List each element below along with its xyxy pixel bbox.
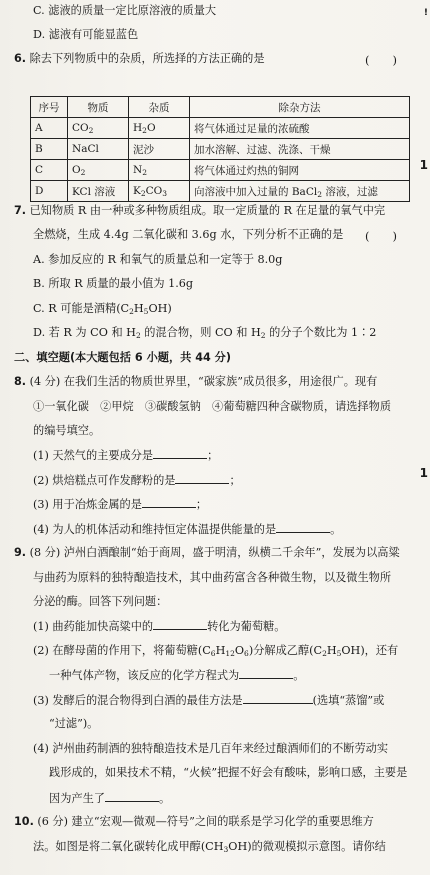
q7-option-a: A. 参加反应的 R 和氧气的质量总和一定等于 8.0g xyxy=(33,253,283,266)
q7-stem-line2: 全燃烧，生成 4.4g 二氧化碳和 3.6g 水，下列分析不正确的是 xyxy=(33,228,344,241)
table-cell: 将气体通过灼热的铜网 xyxy=(190,160,410,181)
q9-sub4-line1: (4) 泸州曲药制酒的独特酿造技术是几百年来经过酿酒师们的不断劳动实 xyxy=(33,742,389,755)
table-cell: 加水溶解、过滤、洗涤、干燥 xyxy=(190,139,410,160)
q8-sub2: (2) 烘焙糕点可作发酵粉的是 ； xyxy=(33,474,241,487)
answer-blank[interactable] xyxy=(153,619,207,630)
table-cell: NaCl xyxy=(68,139,129,160)
q9-sub4-line3: 因为产生了 。 xyxy=(49,792,171,805)
table-cell: $N_2$ xyxy=(129,160,190,181)
table-cell: $CO_2$ xyxy=(68,118,129,139)
answer-blank[interactable] xyxy=(276,522,330,533)
table-cell: 将气体通过足量的浓硫酸 xyxy=(190,118,410,139)
q9-stem-line3: 分泌的酶。回答下列问题： xyxy=(33,595,168,608)
q9-stem-line2: 与曲药为原料的独特酿造技术，其中曲药富含各种微生物，以及微生物所 xyxy=(33,571,392,584)
q8-stem-line1: 8. (4 分) 在我们生活的物质世界里，“碳家族”成员很多，用途很广。现有 xyxy=(14,375,378,388)
col-header-index: 序号 xyxy=(31,97,68,118)
table-cell: C xyxy=(31,160,68,181)
q9-sub2-line1: (2) 在酵母菌的作用下，将葡萄糖$(C_6H_{12}O_6)$分解成乙醇$(C_2H_5OH)$，还有 xyxy=(33,644,399,658)
table-cell: 向溶液中加入过量的 BaCl$_2$ 溶液，过滤 xyxy=(190,181,410,202)
table-cell: $O_2$ xyxy=(68,160,129,181)
answer-blank[interactable] xyxy=(105,791,159,802)
margin-mark-top: ! xyxy=(423,8,428,18)
q8-stem-line3: 的编号填空。 xyxy=(33,424,101,437)
table-row xyxy=(31,139,410,160)
col-header-impurity: 杂质 xyxy=(129,97,190,118)
table-cell: A xyxy=(31,118,68,139)
col-header-method: 除杂方法 xyxy=(190,97,410,118)
table-header-row xyxy=(31,97,410,118)
table-row xyxy=(31,160,410,181)
q9-sub3-line1: (3) 发酵后的混合物得到白酒的最佳方法是 (选填“蒸馏”或 xyxy=(33,694,385,707)
q9-sub3-line2: “过滤”)。 xyxy=(49,717,99,730)
q5-option-c: C. 滤液的质量一定比原溶液的质量大 xyxy=(33,4,217,17)
q9-sub1: (1) 曲药能加快高粱中的 转化为葡萄糖。 xyxy=(33,620,286,633)
answer-blank[interactable] xyxy=(243,693,313,704)
table-cell: B xyxy=(31,139,68,160)
table-cell: KCl 溶液 xyxy=(68,181,129,202)
q8-sub4: (4) 为人的机体活动和维持恒定体温提供能量的是 。 xyxy=(33,523,342,536)
q7-answer-paren: ( ) xyxy=(365,229,397,243)
q9-stem-line1: 9. (8 分) 泸州白酒酿制“始于商周，盛于明清，纵横二千余年”，发展为以高粱 xyxy=(14,546,400,559)
table-cell: D xyxy=(31,181,68,202)
table-cell: $H_2O$ xyxy=(129,118,190,139)
answer-blank[interactable] xyxy=(142,497,196,508)
q7-option-d: D. 若 R 为 CO 和 $H_2$ 的混合物，则 CO 和 $H_2$ 的分子个数比为 1∶2 xyxy=(33,326,377,340)
answer-blank[interactable] xyxy=(153,448,207,459)
q8-sub1: (1) 天然气的主要成分是 ； xyxy=(33,449,219,462)
table-row xyxy=(31,181,410,202)
table-cell: $K_2CO_3$ xyxy=(129,181,190,202)
q7-option-c: C. R 可能是酒精$(C_2H_5OH)$ xyxy=(33,302,172,316)
table-row xyxy=(31,118,410,139)
q9-sub2-line2: 一种气体产物，该反应的化学方程式为 。 xyxy=(49,669,305,682)
margin-mark-2: 1 xyxy=(419,466,428,480)
margin-mark-1: 1 xyxy=(419,158,428,172)
q5-option-d: D. 滤液有可能显蓝色 xyxy=(33,28,139,41)
q7-stem-line1: 7. 已知物质 R 由一种或多种物质组成。取一定质量的 R 在足量的氧气中完 xyxy=(14,204,386,217)
q8-stem-line2: ①一氧化碳 ②甲烷 ③碳酸氢钠 ④葡萄糖四种含碳物质，请选择物质 xyxy=(33,400,392,413)
q10-stem-line1: 10. (6 分) 建立“宏观—微观—符号”之间的联系是学习化学的重要思维方 xyxy=(14,815,374,828)
q6-stem: 6. 除去下列物质中的杂质，所选择的方法正确的是 xyxy=(14,52,265,65)
q10-stem-line2: 法。如图是将二氧化碳转化成甲醇$(CH_3OH)$的微观模拟示意图。请你结 xyxy=(33,840,386,854)
q7-option-b: B. 所取 R 质量的最小值为 1.6g xyxy=(33,277,194,290)
impurity-table xyxy=(30,96,410,202)
col-header-substance: 物质 xyxy=(68,97,129,118)
answer-blank[interactable] xyxy=(175,473,229,484)
table-cell: 泥沙 xyxy=(129,139,190,160)
q6-answer-paren: ( ) xyxy=(365,53,397,67)
section-heading: 二、填空题(本大题包括 6 小题，共 44 分) xyxy=(14,351,231,364)
q9-sub4-line2: 践形成的，如果技术不精，“火候”把握不好会有酸味，影响口感，主要是 xyxy=(49,766,408,779)
q8-sub3: (3) 用于冶炼金属的是 ； xyxy=(33,498,208,511)
answer-blank[interactable] xyxy=(239,668,293,679)
